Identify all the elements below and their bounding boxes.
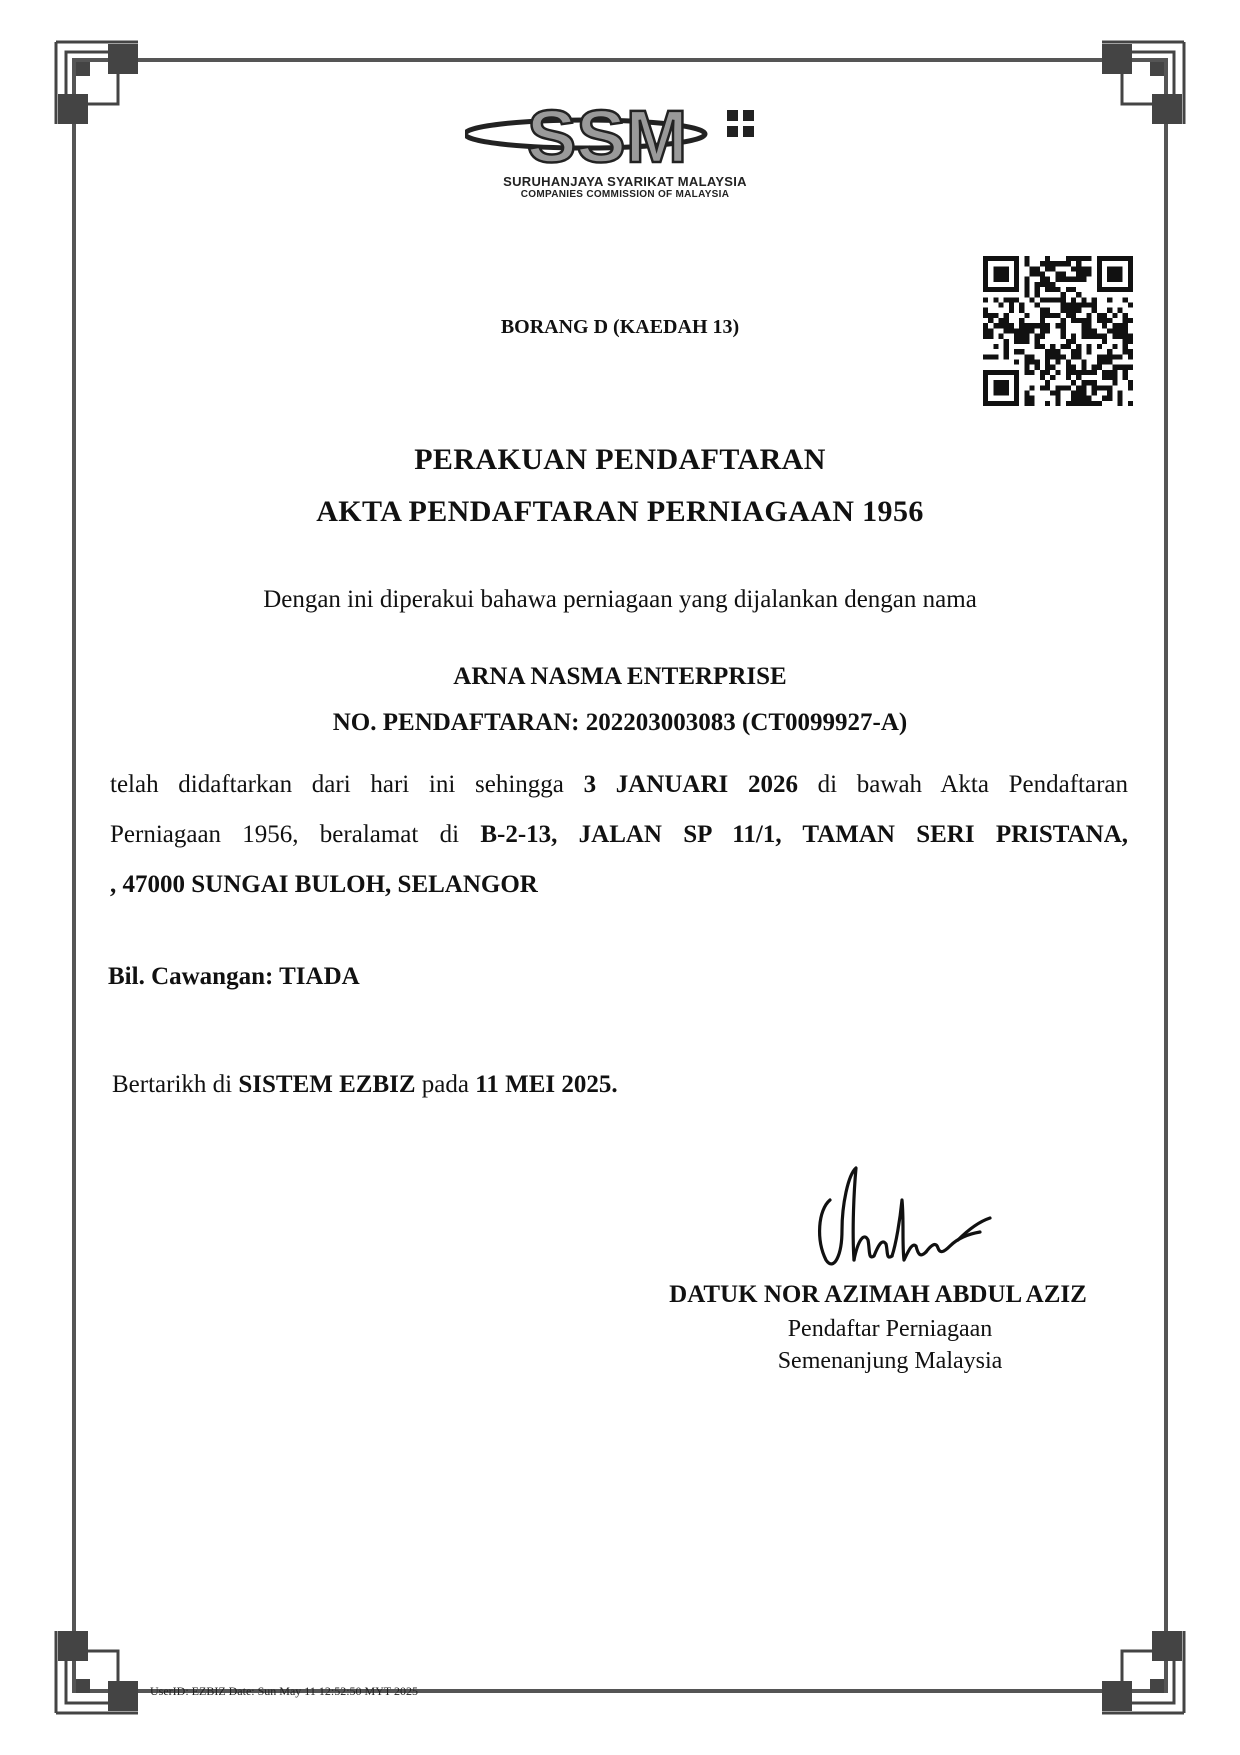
signature-icon	[808, 1160, 998, 1280]
dated-place: SISTEM EZBIZ	[238, 1071, 416, 1098]
certificate-title: PERAKUAN PENDAFTARAN	[414, 443, 826, 476]
business-name: ARNA NASMA ENTERPRISE	[453, 663, 787, 690]
dated-date: 11 MEI 2025.	[475, 1071, 618, 1098]
paragraph-line-1: telah didaftarkan dari hari ini sehingga 3 JANUARI 2026 di bawah Akta Pendaftaran	[110, 771, 1129, 798]
signer-name: DATUK NOR AZIMAH ABDUL AZIZ	[669, 1281, 1087, 1308]
org-name: SURUHANJAYA SYARIKAT MALAYSIA	[503, 174, 747, 189]
paragraph-line-3	[110, 860, 1128, 910]
svg-text:SSM: SSM	[527, 95, 688, 174]
address-line-1: B-2-13, JALAN SP 11/1, TAMAN SERI PRISTANA,	[480, 821, 1129, 848]
corner-ornament-icon	[52, 38, 142, 128]
signer-role: Pendaftar Perniagaan	[787, 1316, 993, 1342]
ssm-logo	[465, 92, 785, 202]
expiry-date: 3 JANUARI 2026	[583, 771, 798, 798]
act-title: AKTA PENDAFTARAN PERNIAGAAN 1956	[316, 495, 924, 528]
footer-user-info: UserID: EZBIZ Date: Sun May 11 12:52:50 MYT 2025	[150, 1684, 418, 1698]
registration-number: NO. PENDAFTARAN: 202203003083 (CT0099927-A)	[332, 709, 908, 736]
registration-paragraph	[110, 760, 1128, 910]
address-line-2: , 47000 SUNGAI BULOH, SELANGOR	[110, 871, 538, 898]
corner-ornament-icon	[1098, 1627, 1188, 1717]
intro-text: Dengan ini diperakui bahawa perniagaan yang dijalankan dengan nama	[263, 586, 977, 613]
ssm-logo-icon	[465, 92, 785, 174]
corner-ornament-icon	[52, 1627, 142, 1717]
corner-ornament-icon	[1098, 38, 1188, 128]
branch-count: Bil. Cawangan: TIADA	[108, 963, 360, 990]
form-label: BORANG D (KAEDAH 13)	[500, 316, 740, 338]
signer-region: Semenanjung Malaysia	[777, 1348, 1003, 1374]
dated-line: Bertarikh di SISTEM EZBIZ pada 11 MEI 2025.	[112, 1071, 618, 1098]
paragraph-line-2: Perniagaan 1956, beralamat di B-2-13, JALAN SP 11/1, TAMAN SERI PRISTANA,	[110, 821, 1129, 848]
org-name-en: COMPANIES COMMISSION OF MALAYSIA	[520, 189, 730, 200]
